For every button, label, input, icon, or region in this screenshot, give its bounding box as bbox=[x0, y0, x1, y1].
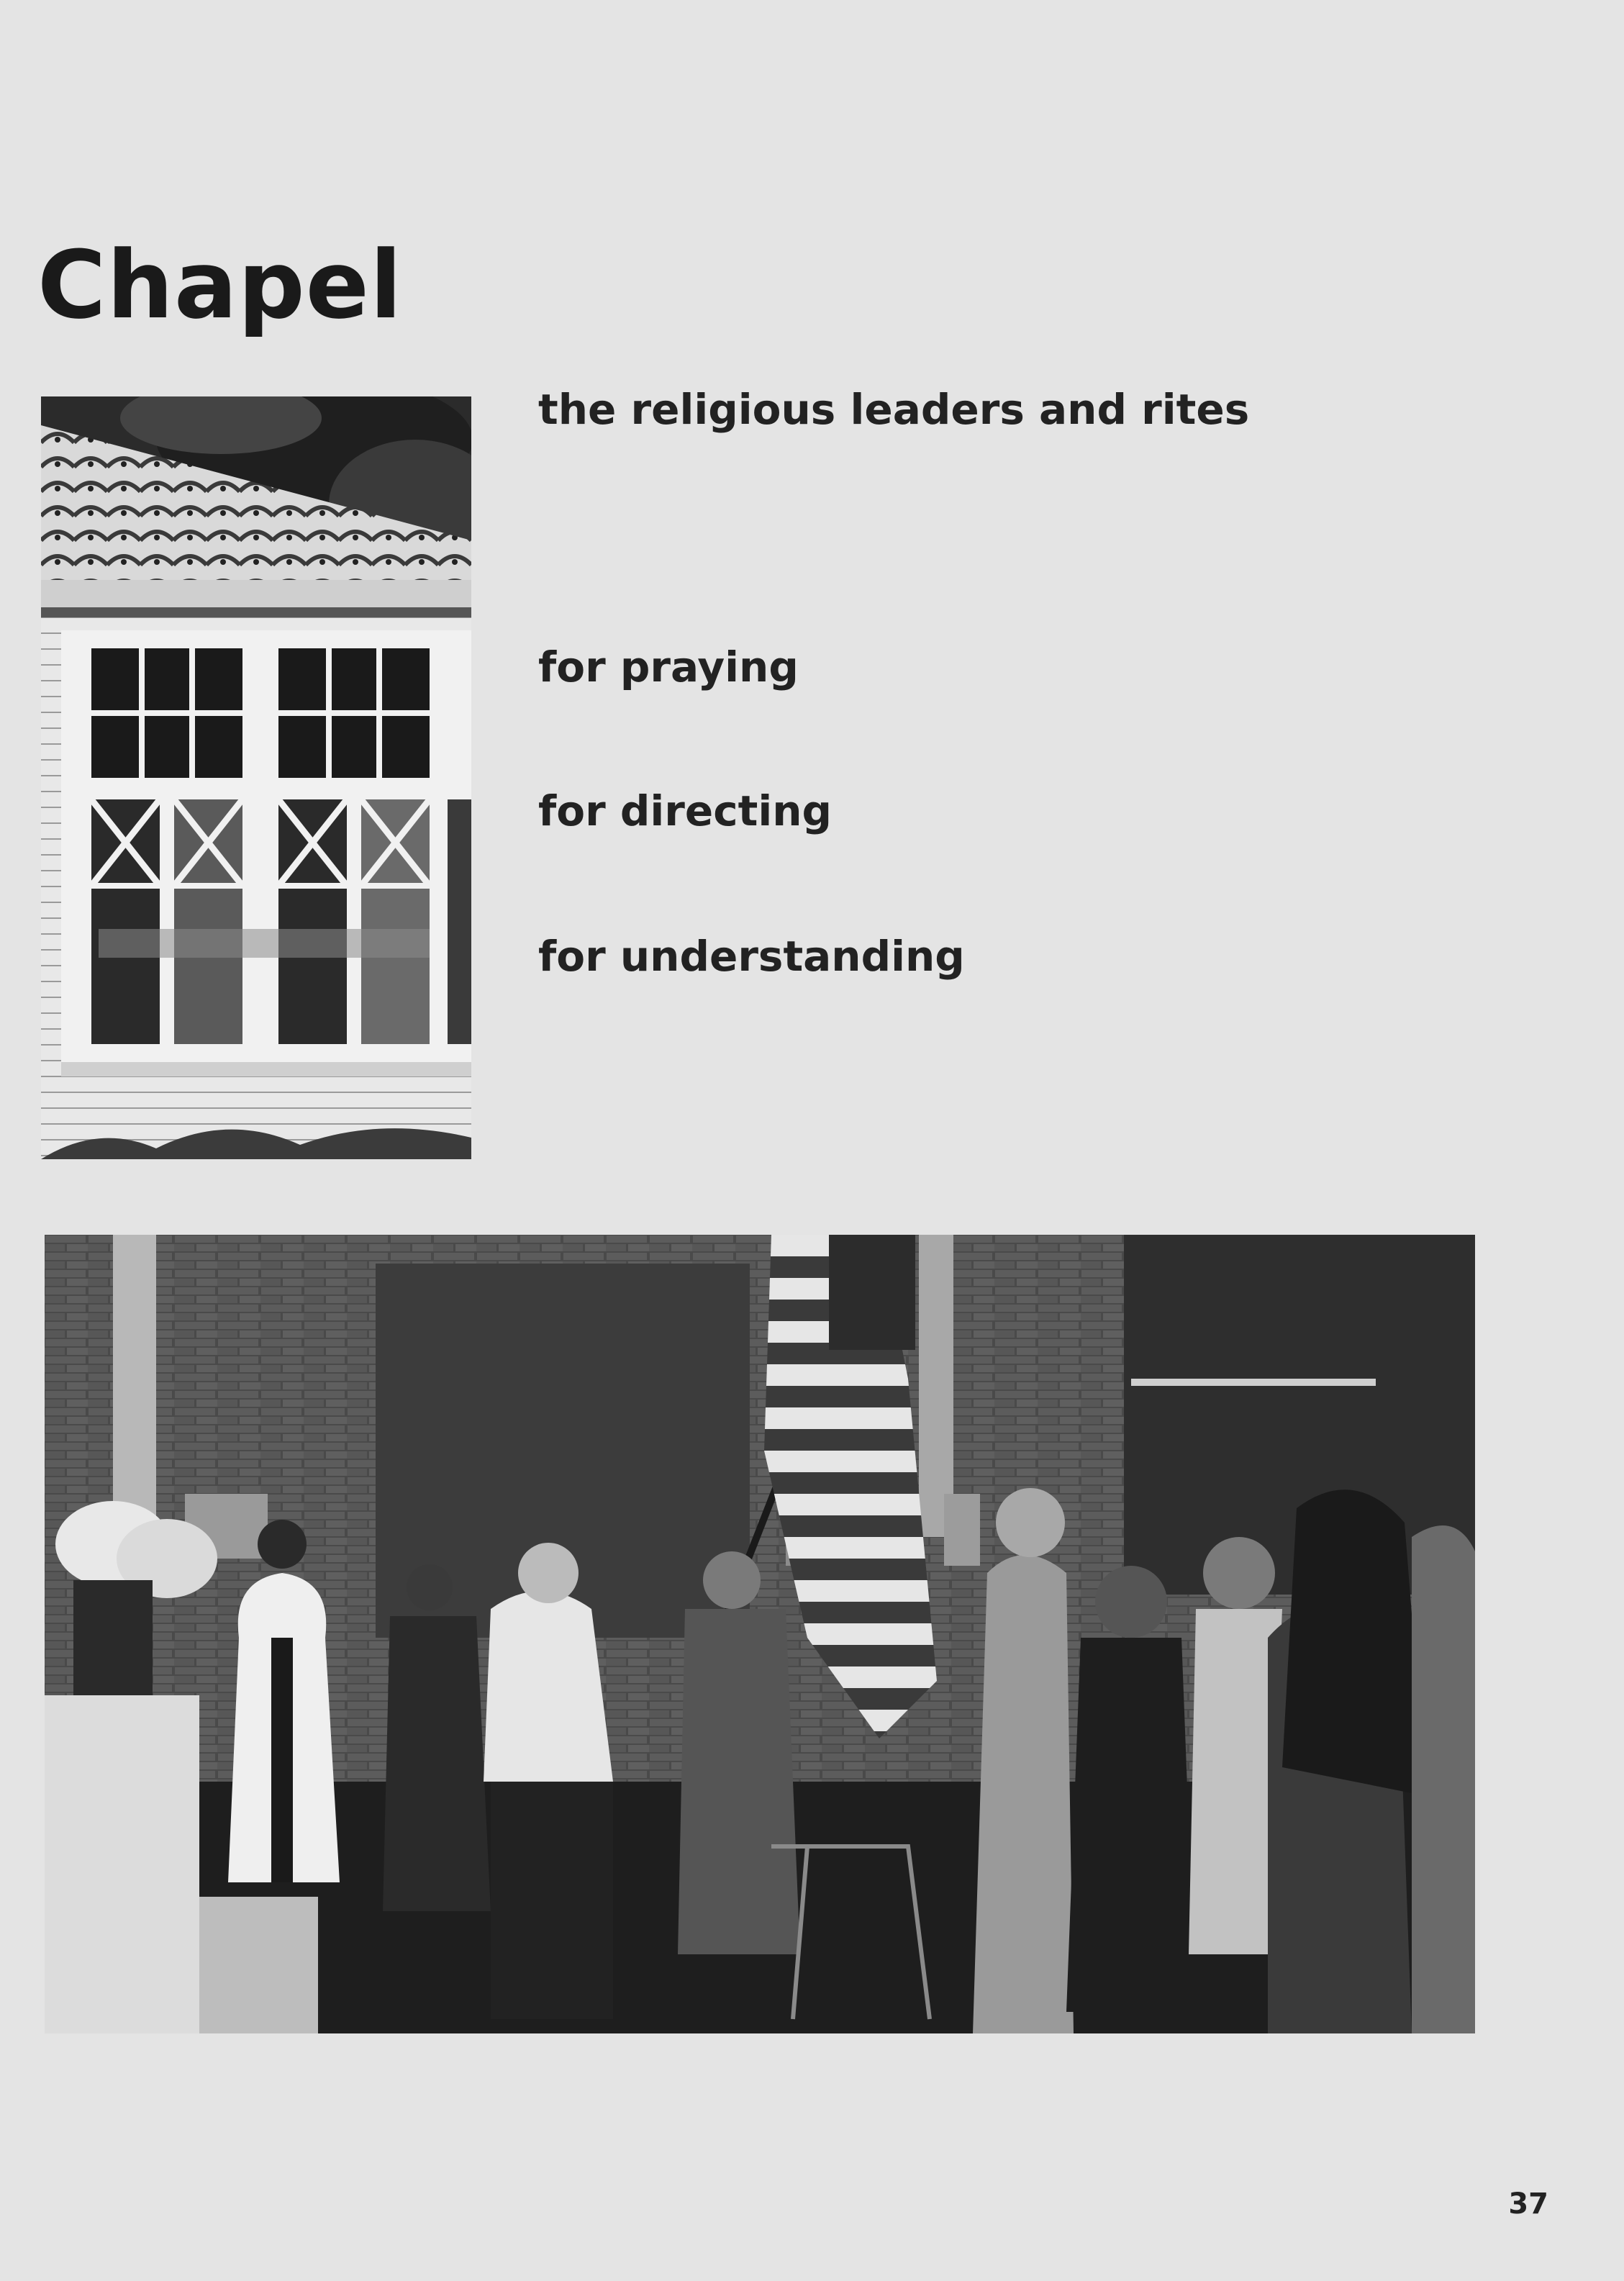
chapel-exterior-image bbox=[41, 396, 471, 1159]
chapel-exterior-photo bbox=[41, 396, 471, 1159]
page-number: 37 bbox=[1508, 2187, 1548, 2221]
flag-ceremony-photo bbox=[45, 1235, 1475, 2033]
flag-ceremony-image bbox=[45, 1235, 1475, 2033]
tagline-understanding: for understanding bbox=[538, 932, 965, 981]
tagline-praying: for praying bbox=[538, 643, 799, 691]
tagline-directing: for directing bbox=[538, 786, 833, 835]
page-title: Chapel bbox=[37, 230, 403, 340]
tagline-religious-leaders: the religious leaders and rites bbox=[538, 385, 1250, 434]
